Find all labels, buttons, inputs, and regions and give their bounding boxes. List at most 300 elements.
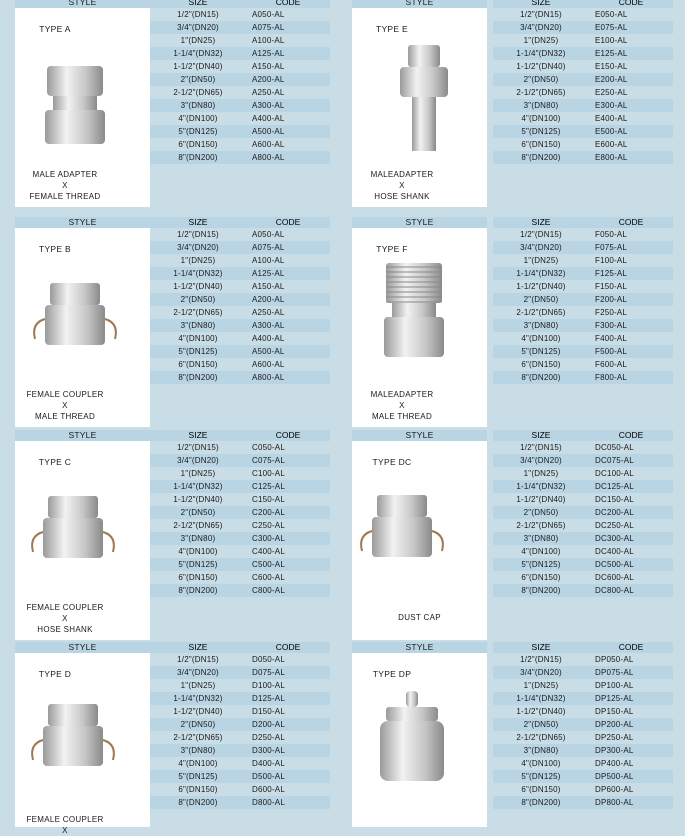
table-row xyxy=(150,34,330,47)
code-header: CODE xyxy=(275,0,301,7)
code-cell: D200-AL xyxy=(252,720,285,729)
product-description-line: HOSE SHANK xyxy=(37,625,93,634)
style-header: STYLE xyxy=(15,217,150,228)
size-cell: 6"(DN150) xyxy=(521,360,561,369)
code-cell: DP400-AL xyxy=(595,759,634,768)
table-row xyxy=(150,679,330,692)
table-row xyxy=(150,371,330,384)
size-code-table xyxy=(493,642,673,809)
code-cell: D075-AL xyxy=(252,668,285,677)
product-description-line: FEMALE COUPLER xyxy=(26,603,104,612)
code-cell: C250-AL xyxy=(252,521,285,530)
size-cell: 1-1/2"(DN40) xyxy=(173,282,223,291)
size-cell: 5"(DN125) xyxy=(521,560,561,569)
product-photo xyxy=(25,269,125,384)
size-cell: 4"(DN100) xyxy=(521,334,561,343)
size-cell: 3"(DN80) xyxy=(180,321,216,330)
size-cell: 1/2"(DN15) xyxy=(177,443,219,452)
product-description-line: FEMALE THREAD xyxy=(29,192,101,201)
table-row xyxy=(150,666,330,679)
code-cell: A300-AL xyxy=(252,101,285,110)
table-row xyxy=(493,692,673,705)
size-cell: 1-1/2"(DN40) xyxy=(516,282,566,291)
size-cell: 8"(DN200) xyxy=(521,373,561,382)
table-row xyxy=(150,692,330,705)
table-header xyxy=(493,0,673,8)
style-header: STYLE xyxy=(352,642,487,653)
product-photo xyxy=(25,48,125,163)
size-cell: 1/2"(DN15) xyxy=(520,655,562,664)
code-cell: A400-AL xyxy=(252,334,285,343)
table-row xyxy=(150,454,330,467)
size-code-table xyxy=(493,0,673,164)
table-row xyxy=(493,653,673,666)
product-description-line: X xyxy=(62,826,68,835)
table-row xyxy=(493,8,673,21)
size-cell: 2"(DN50) xyxy=(180,720,216,729)
code-cell: A200-AL xyxy=(252,75,285,84)
size-cell: 2"(DN50) xyxy=(523,508,559,517)
code-cell: E300-AL xyxy=(595,101,628,110)
code-cell: F400-AL xyxy=(595,334,628,343)
type-label: TYPE F xyxy=(376,244,408,254)
code-cell: A100-AL xyxy=(252,36,285,45)
table-row xyxy=(150,571,330,584)
size-cell: 1-1/4"(DN32) xyxy=(173,482,223,491)
code-cell: F075-AL xyxy=(595,243,628,252)
product-description-line: FEMALE COUPLER xyxy=(26,390,104,399)
table-row xyxy=(150,545,330,558)
code-cell: A075-AL xyxy=(252,23,285,32)
type-label: TYPE B xyxy=(38,244,72,254)
code-cell: A050-AL xyxy=(252,230,285,239)
product-photo xyxy=(23,690,123,805)
table-row xyxy=(493,125,673,138)
table-row xyxy=(493,519,673,532)
code-cell: DP075-AL xyxy=(595,668,634,677)
size-cell: 8"(DN200) xyxy=(178,586,218,595)
code-cell: E200-AL xyxy=(595,75,628,84)
table-header xyxy=(150,217,330,228)
size-code-table xyxy=(493,217,673,384)
size-cell: 2-1/2"(DN65) xyxy=(516,308,566,317)
code-cell: C150-AL xyxy=(252,495,285,504)
size-cell: 1"(DN25) xyxy=(180,469,216,478)
size-cell: 5"(DN125) xyxy=(521,772,561,781)
type-label: TYPE C xyxy=(38,457,72,467)
size-cell: 1/2"(DN15) xyxy=(177,10,219,19)
table-row xyxy=(493,744,673,757)
table-row xyxy=(150,358,330,371)
size-cell: 4"(DN100) xyxy=(178,547,218,556)
size-cell: 2-1/2"(DN65) xyxy=(516,521,566,530)
size-code-table xyxy=(493,430,673,597)
table-header xyxy=(493,430,673,441)
code-cell: A125-AL xyxy=(252,269,285,278)
table-row xyxy=(493,770,673,783)
code-cell: F250-AL xyxy=(595,308,628,317)
table-row xyxy=(150,151,330,164)
size-cell: 3/4"(DN20) xyxy=(520,456,562,465)
size-cell: 3/4"(DN20) xyxy=(177,456,219,465)
size-cell: 4"(DN100) xyxy=(521,759,561,768)
table-row xyxy=(150,345,330,358)
size-cell: 3"(DN80) xyxy=(180,534,216,543)
size-cell: 1/2"(DN15) xyxy=(520,10,562,19)
size-cell: 8"(DN200) xyxy=(521,586,561,595)
code-cell: A250-AL xyxy=(252,308,285,317)
size-cell: 1"(DN25) xyxy=(180,256,216,265)
table-row xyxy=(493,718,673,731)
table-row xyxy=(493,99,673,112)
table-row xyxy=(493,731,673,744)
table-row xyxy=(150,228,330,241)
table-row xyxy=(150,705,330,718)
table-row xyxy=(150,731,330,744)
product-description-line: MALE THREAD xyxy=(371,412,433,421)
code-cell: D250-AL xyxy=(252,733,285,742)
size-cell: 2-1/2"(DN65) xyxy=(173,308,223,317)
code-cell: E150-AL xyxy=(595,62,628,71)
size-cell: 6"(DN150) xyxy=(178,140,218,149)
size-cell: 2-1/2"(DN65) xyxy=(516,733,566,742)
table-row xyxy=(493,796,673,809)
code-cell: A500-AL xyxy=(252,127,285,136)
table-row xyxy=(150,441,330,454)
table-row xyxy=(150,21,330,34)
code-cell: C500-AL xyxy=(252,560,285,569)
table-row xyxy=(493,480,673,493)
code-header: CODE xyxy=(618,642,644,652)
table-row xyxy=(150,744,330,757)
code-cell: DC200-AL xyxy=(595,508,634,517)
size-cell: 3/4"(DN20) xyxy=(520,668,562,677)
table-row xyxy=(493,757,673,770)
size-cell: 8"(DN200) xyxy=(178,153,218,162)
code-cell: DC100-AL xyxy=(595,469,634,478)
size-code-table xyxy=(150,217,330,384)
table-row xyxy=(493,571,673,584)
size-cell: 8"(DN200) xyxy=(521,798,561,807)
table-row xyxy=(150,47,330,60)
table-row xyxy=(150,293,330,306)
size-header: SIZE xyxy=(188,642,208,652)
table-row xyxy=(493,267,673,280)
code-cell: DC600-AL xyxy=(595,573,634,582)
size-header: SIZE xyxy=(531,217,551,227)
code-cell: F800-AL xyxy=(595,373,628,382)
size-cell: 5"(DN125) xyxy=(521,127,561,136)
code-cell: DP050-AL xyxy=(595,655,634,664)
table-row xyxy=(493,319,673,332)
code-cell: A800-AL xyxy=(252,153,285,162)
size-cell: 5"(DN125) xyxy=(521,347,561,356)
code-cell: A100-AL xyxy=(252,256,285,265)
size-cell: 1-1/2"(DN40) xyxy=(516,495,566,504)
code-cell: E125-AL xyxy=(595,49,628,58)
code-cell: A300-AL xyxy=(252,321,285,330)
code-cell: A600-AL xyxy=(252,360,285,369)
table-row xyxy=(150,796,330,809)
product-description-line: MALE THREAD xyxy=(34,412,96,421)
size-cell: 1-1/4"(DN32) xyxy=(516,269,566,278)
table-row xyxy=(150,532,330,545)
table-row xyxy=(150,770,330,783)
code-cell: D800-AL xyxy=(252,798,285,807)
code-cell: D100-AL xyxy=(252,681,285,690)
table-row xyxy=(150,138,330,151)
size-cell: 6"(DN150) xyxy=(521,140,561,149)
style-header: STYLE xyxy=(352,430,487,441)
table-row xyxy=(150,653,330,666)
size-cell: 1/2"(DN15) xyxy=(177,230,219,239)
table-row xyxy=(493,280,673,293)
size-cell: 5"(DN125) xyxy=(178,347,218,356)
code-cell: D400-AL xyxy=(252,759,285,768)
product-description-line: MALEADAPTER xyxy=(370,170,434,179)
table-row xyxy=(150,267,330,280)
table-row xyxy=(150,99,330,112)
table-row xyxy=(150,757,330,770)
size-cell: 3/4"(DN20) xyxy=(177,243,219,252)
size-cell: 2"(DN50) xyxy=(180,508,216,517)
size-cell: 6"(DN150) xyxy=(178,573,218,582)
table-row xyxy=(493,332,673,345)
table-row xyxy=(150,60,330,73)
code-cell: E100-AL xyxy=(595,36,628,45)
size-cell: 2-1/2"(DN65) xyxy=(173,88,223,97)
code-cell: A800-AL xyxy=(252,373,285,382)
table-row xyxy=(150,73,330,86)
product-description-line: FEMALE COUPLER xyxy=(26,815,104,824)
table-row xyxy=(493,467,673,480)
size-cell: 6"(DN150) xyxy=(521,785,561,794)
style-header: STYLE xyxy=(352,0,487,8)
table-row xyxy=(493,454,673,467)
code-cell: F500-AL xyxy=(595,347,628,356)
code-cell: DC300-AL xyxy=(595,534,634,543)
table-row xyxy=(150,8,330,21)
size-cell: 3/4"(DN20) xyxy=(520,243,562,252)
product-description-line: X xyxy=(62,614,68,623)
code-cell: DC050-AL xyxy=(595,443,634,452)
table-row xyxy=(150,467,330,480)
code-cell: DP100-AL xyxy=(595,681,634,690)
size-cell: 2"(DN50) xyxy=(180,75,216,84)
code-cell: F050-AL xyxy=(595,230,628,239)
size-cell: 2"(DN50) xyxy=(523,295,559,304)
product-photo xyxy=(352,481,452,596)
table-row xyxy=(493,86,673,99)
code-cell: E400-AL xyxy=(595,114,628,123)
table-row xyxy=(493,60,673,73)
size-cell: 2"(DN50) xyxy=(180,295,216,304)
table-row xyxy=(493,34,673,47)
code-cell: DC400-AL xyxy=(595,547,634,556)
product-description-line: DUST CAP xyxy=(398,613,441,622)
table-row xyxy=(150,241,330,254)
size-cell: 1-1/2"(DN40) xyxy=(516,62,566,71)
code-cell: DC800-AL xyxy=(595,586,634,595)
size-cell: 4"(DN100) xyxy=(178,114,218,123)
size-cell: 1-1/4"(DN32) xyxy=(173,269,223,278)
code-cell: F300-AL xyxy=(595,321,628,330)
code-cell: DP300-AL xyxy=(595,746,634,755)
code-cell: D050-AL xyxy=(252,655,285,664)
size-cell: 1"(DN25) xyxy=(180,36,216,45)
code-cell: DC500-AL xyxy=(595,560,634,569)
table-row xyxy=(493,493,673,506)
type-label: TYPE DC xyxy=(372,457,412,467)
table-header xyxy=(150,430,330,441)
code-cell: DC125-AL xyxy=(595,482,634,491)
code-cell: C200-AL xyxy=(252,508,285,517)
size-header: SIZE xyxy=(531,430,551,440)
table-row xyxy=(493,532,673,545)
table-row xyxy=(150,493,330,506)
code-cell: E050-AL xyxy=(595,10,628,19)
code-cell: A250-AL xyxy=(252,88,285,97)
table-row xyxy=(493,545,673,558)
product-description-line: MALEADAPTER xyxy=(370,390,434,399)
style-header: STYLE xyxy=(15,430,150,441)
size-cell: 1-1/2"(DN40) xyxy=(173,495,223,504)
table-row xyxy=(493,151,673,164)
code-cell: E600-AL xyxy=(595,140,628,149)
code-cell: E800-AL xyxy=(595,153,628,162)
table-header xyxy=(493,217,673,228)
table-row xyxy=(493,306,673,319)
code-cell: C050-AL xyxy=(252,443,285,452)
code-cell: E075-AL xyxy=(595,23,628,32)
size-cell: 4"(DN100) xyxy=(178,759,218,768)
table-header xyxy=(493,642,673,653)
size-cell: 5"(DN125) xyxy=(178,560,218,569)
code-cell: DP800-AL xyxy=(595,798,634,807)
table-row xyxy=(493,345,673,358)
size-cell: 3/4"(DN20) xyxy=(177,23,219,32)
type-label: TYPE D xyxy=(38,669,72,679)
table-row xyxy=(150,112,330,125)
code-cell: D150-AL xyxy=(252,707,285,716)
size-cell: 2"(DN50) xyxy=(523,720,559,729)
size-header: SIZE xyxy=(188,217,208,227)
code-header: CODE xyxy=(618,217,644,227)
table-row xyxy=(493,441,673,454)
table-row xyxy=(150,558,330,571)
code-cell: A400-AL xyxy=(252,114,285,123)
size-cell: 1-1/4"(DN32) xyxy=(516,694,566,703)
code-cell: A600-AL xyxy=(252,140,285,149)
table-row xyxy=(150,86,330,99)
code-cell: A150-AL xyxy=(252,282,285,291)
product-description-line: X xyxy=(399,181,405,190)
code-cell: A200-AL xyxy=(252,295,285,304)
size-code-table xyxy=(150,642,330,809)
product-description-line: X xyxy=(62,181,68,190)
size-cell: 3"(DN80) xyxy=(523,321,559,330)
table-row xyxy=(150,125,330,138)
table-row xyxy=(493,112,673,125)
size-cell: 2-1/2"(DN65) xyxy=(173,521,223,530)
size-cell: 3"(DN80) xyxy=(180,101,216,110)
code-cell: DP250-AL xyxy=(595,733,634,742)
code-cell: A050-AL xyxy=(252,10,285,19)
table-row xyxy=(493,783,673,796)
table-row xyxy=(493,705,673,718)
code-cell: F600-AL xyxy=(595,360,628,369)
size-header: SIZE xyxy=(531,642,551,652)
table-row xyxy=(493,241,673,254)
code-cell: DC150-AL xyxy=(595,495,634,504)
table-row xyxy=(150,332,330,345)
table-row xyxy=(150,506,330,519)
product-photo xyxy=(364,259,464,374)
table-row xyxy=(493,254,673,267)
product-photo xyxy=(23,482,123,597)
size-cell: 3"(DN80) xyxy=(523,101,559,110)
product-description-line: MALE ADAPTER xyxy=(32,170,98,179)
size-cell: 8"(DN200) xyxy=(178,373,218,382)
size-cell: 1/2"(DN15) xyxy=(520,443,562,452)
table-row xyxy=(150,519,330,532)
table-row xyxy=(493,506,673,519)
table-row xyxy=(150,480,330,493)
table-header xyxy=(150,642,330,653)
style-header: STYLE xyxy=(352,217,487,228)
code-cell: C600-AL xyxy=(252,573,285,582)
size-cell: 1-1/4"(DN32) xyxy=(173,694,223,703)
code-cell: F200-AL xyxy=(595,295,628,304)
code-cell: D500-AL xyxy=(252,772,285,781)
size-cell: 1"(DN25) xyxy=(523,681,559,690)
code-cell: A500-AL xyxy=(252,347,285,356)
type-label: TYPE A xyxy=(39,24,71,34)
code-cell: DP600-AL xyxy=(595,785,634,794)
code-header: CODE xyxy=(275,217,301,227)
code-cell: F150-AL xyxy=(595,282,628,291)
code-cell: E500-AL xyxy=(595,127,628,136)
code-cell: DP200-AL xyxy=(595,720,634,729)
product-description-line: X xyxy=(399,401,405,410)
size-header: SIZE xyxy=(188,430,208,440)
style-header: STYLE xyxy=(15,642,150,653)
size-cell: 6"(DN150) xyxy=(178,360,218,369)
code-header: CODE xyxy=(275,642,301,652)
size-cell: 3/4"(DN20) xyxy=(520,23,562,32)
table-row xyxy=(493,21,673,34)
code-cell: C125-AL xyxy=(252,482,285,491)
code-cell: DP150-AL xyxy=(595,707,634,716)
table-row xyxy=(150,718,330,731)
size-code-table xyxy=(150,0,330,164)
size-cell: 1/2"(DN15) xyxy=(177,655,219,664)
size-cell: 1/2"(DN15) xyxy=(520,230,562,239)
code-cell: C800-AL xyxy=(252,586,285,595)
code-cell: C100-AL xyxy=(252,469,285,478)
style-header: STYLE xyxy=(15,0,150,8)
size-cell: 3"(DN80) xyxy=(523,746,559,755)
table-row xyxy=(150,319,330,332)
size-cell: 5"(DN125) xyxy=(178,772,218,781)
size-cell: 1-1/2"(DN40) xyxy=(173,62,223,71)
size-cell: 1"(DN25) xyxy=(523,256,559,265)
size-cell: 3"(DN80) xyxy=(180,746,216,755)
table-row xyxy=(493,73,673,86)
size-cell: 1-1/2"(DN40) xyxy=(173,707,223,716)
table-row xyxy=(150,783,330,796)
size-cell: 4"(DN100) xyxy=(178,334,218,343)
